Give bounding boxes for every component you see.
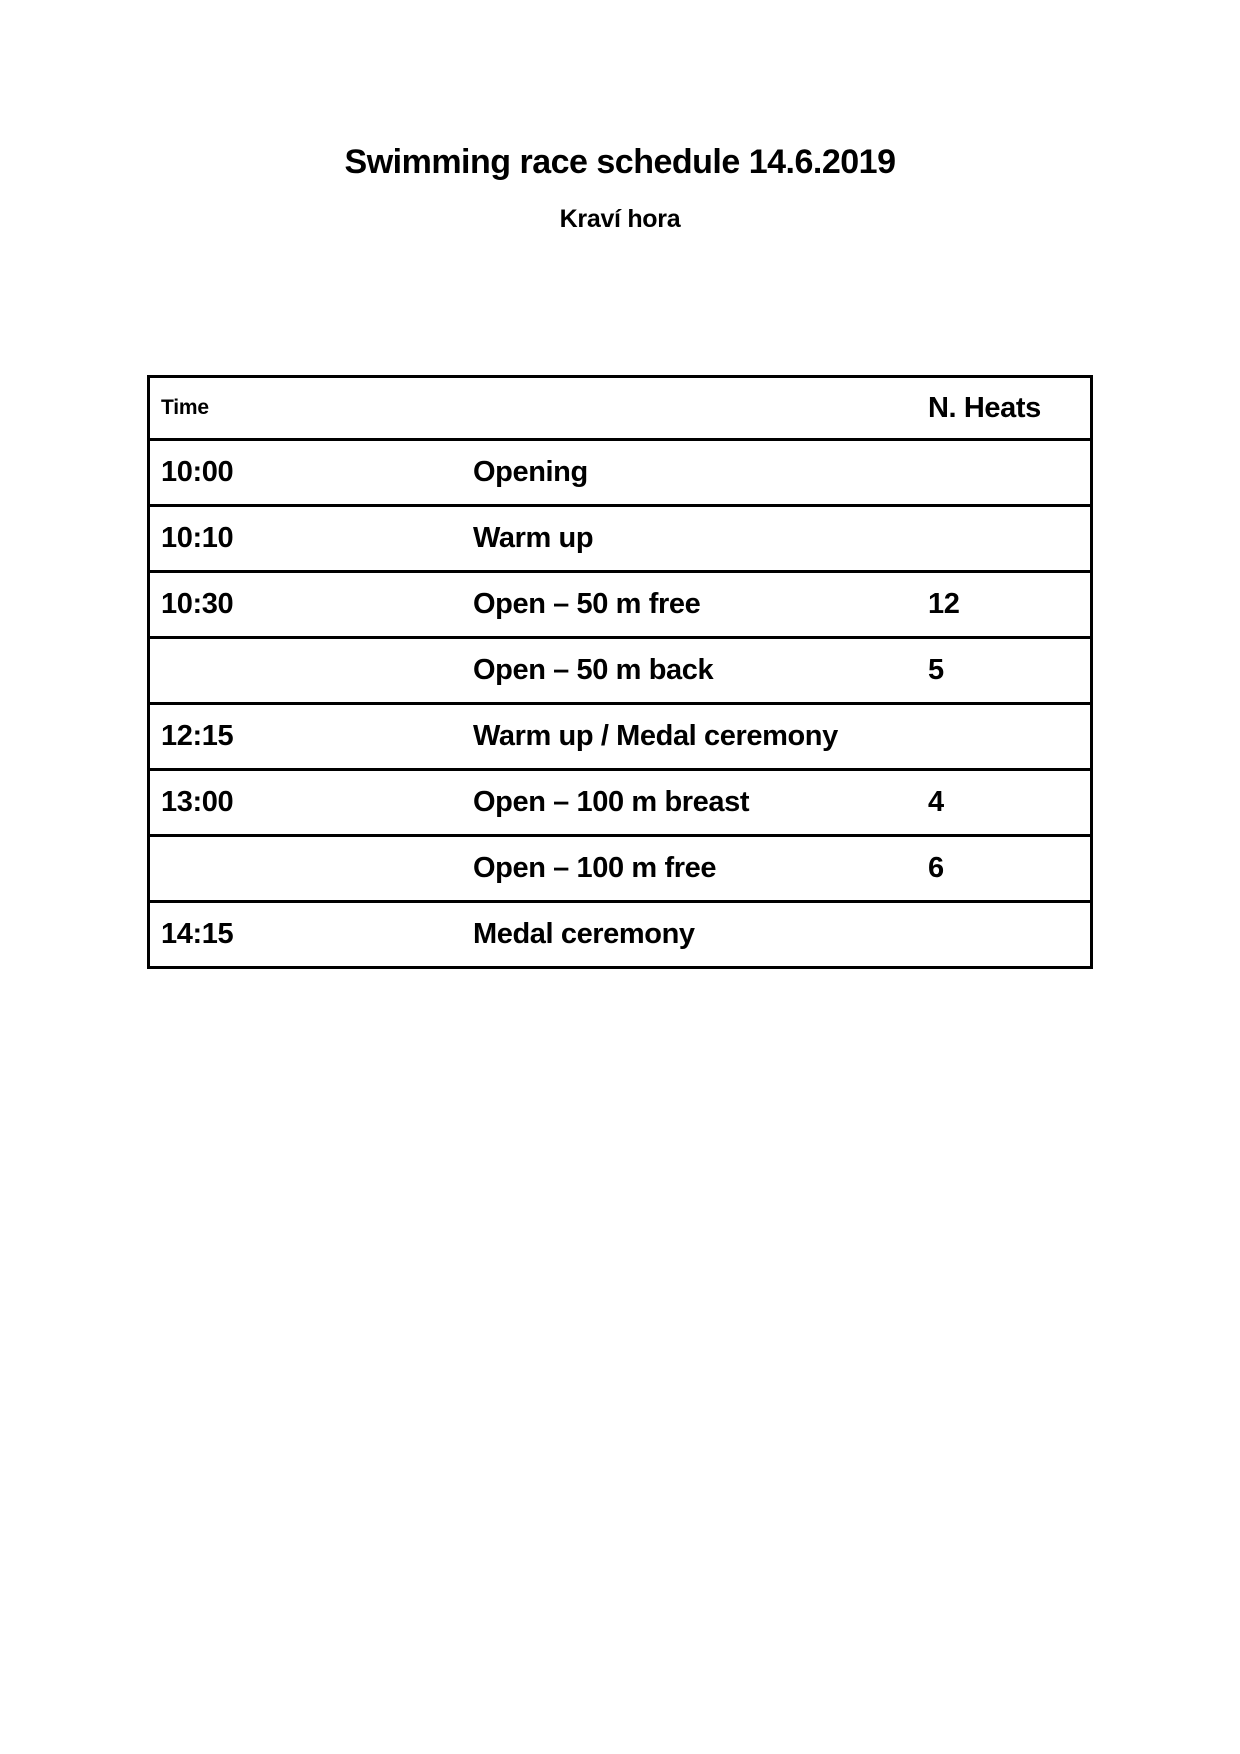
cell-heats: 5 [928, 654, 944, 686]
column-header-time: Time [161, 396, 209, 419]
table-row [150, 639, 1090, 705]
cell-heats: 4 [928, 786, 944, 818]
cell-time: 13:00 [161, 786, 234, 818]
cell-event: Open – 50 m back [473, 654, 714, 686]
table-row [150, 573, 1090, 639]
cell-event: Warm up [473, 522, 594, 554]
cell-event: Open – 50 m free [473, 588, 701, 620]
cell-event: Open – 100 m free [473, 852, 717, 884]
table-header-row [150, 378, 1090, 441]
column-header-heats: N. Heats [928, 391, 1041, 424]
table-row [150, 441, 1090, 507]
cell-time: 10:10 [161, 522, 234, 554]
cell-event: Opening [473, 456, 588, 488]
cell-time: 10:30 [161, 588, 234, 620]
cell-event: Medal ceremony [473, 918, 695, 950]
document-subtitle: Kraví hora [559, 205, 681, 233]
table-row [150, 705, 1090, 771]
cell-time: 12:15 [161, 720, 234, 752]
table-row [150, 903, 1090, 966]
cell-heats: 6 [928, 852, 944, 884]
cell-event: Open – 100 m breast [473, 786, 750, 818]
document-title: Swimming race schedule 14.6.2019 [344, 143, 896, 181]
cell-heats: 12 [928, 588, 960, 620]
table-row [150, 507, 1090, 573]
schedule-table [147, 375, 1093, 969]
cell-time: 10:00 [161, 456, 234, 488]
cell-event: Warm up / Medal ceremony [473, 720, 838, 752]
table-row [150, 771, 1090, 837]
table-row [150, 837, 1090, 903]
cell-time: 14:15 [161, 918, 234, 950]
